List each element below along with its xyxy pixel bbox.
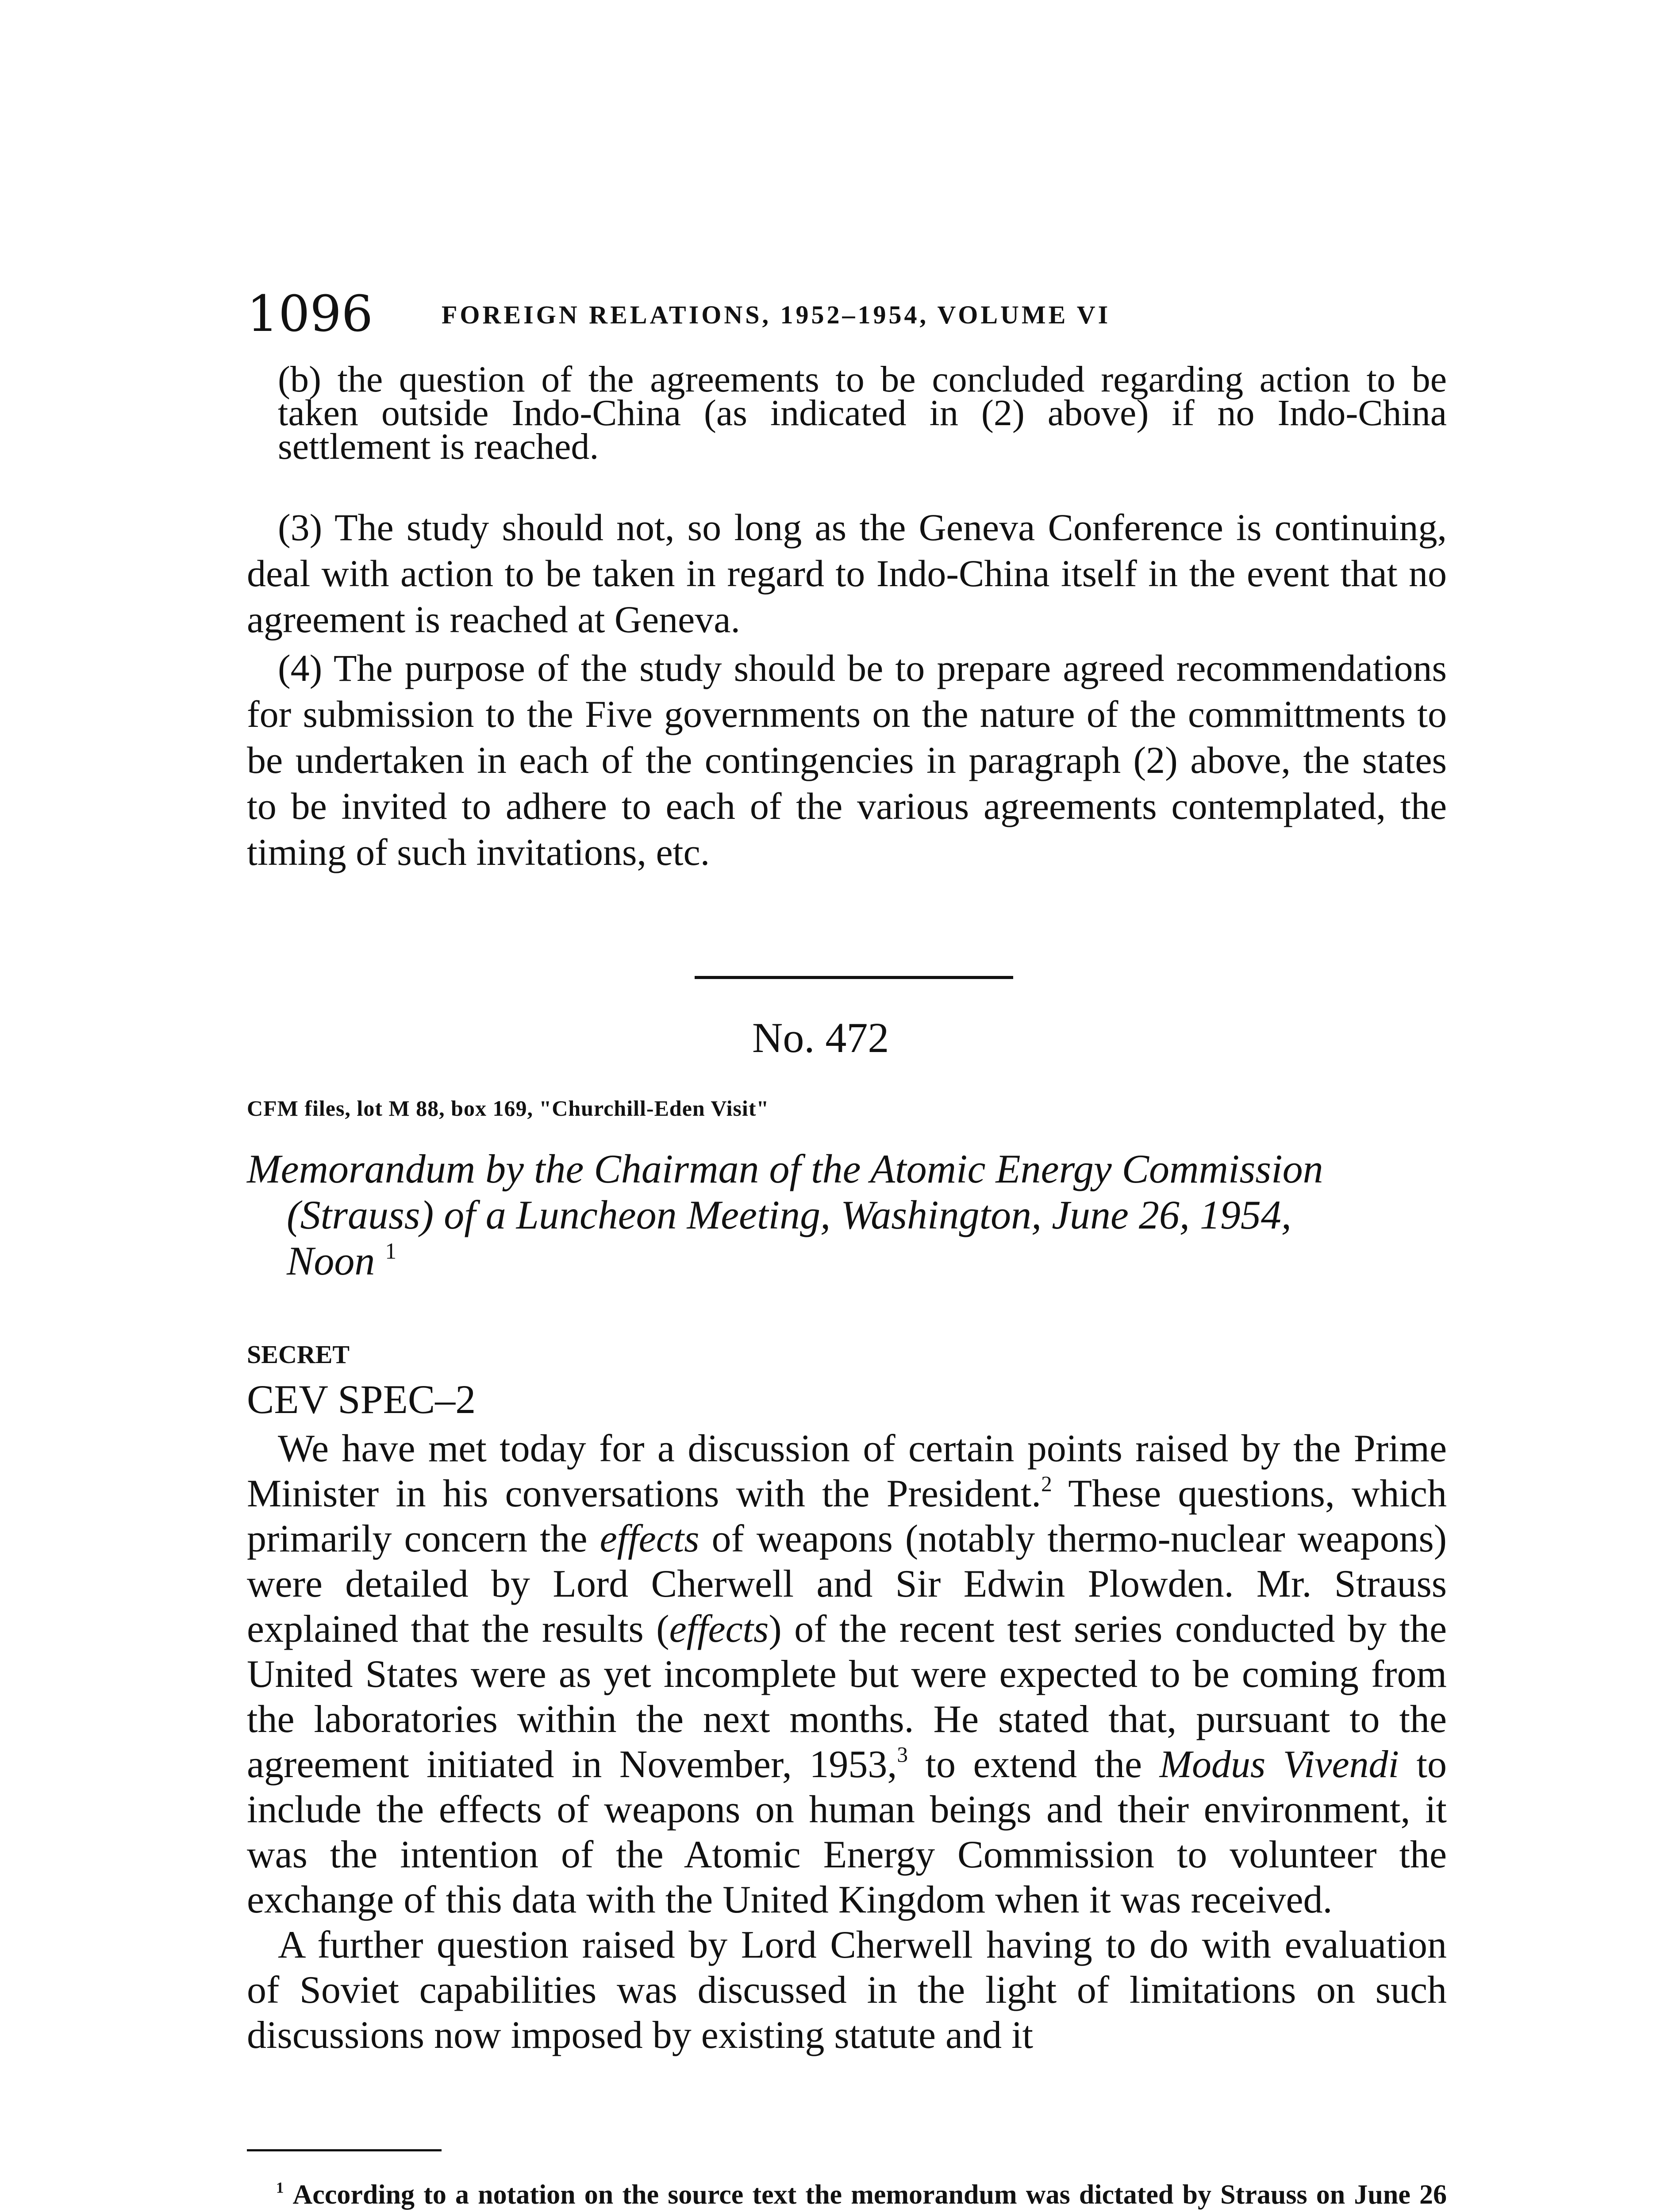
document-title-line-2: (Strauss) of a Luncheon Meeting, Washington, June 26, 1954,	[287, 1192, 1291, 1237]
footnote-1	[247, 2179, 1447, 2212]
document-title-line-1: Memorandum by the Chairman of the Atomic Energy Commission	[247, 1146, 1323, 1191]
footnote-ref-1: 1	[385, 1238, 397, 1264]
document-number: No. 472	[752, 1014, 889, 1061]
emphasis-effects: effects	[669, 1608, 769, 1651]
footnote-marker: 1	[276, 2179, 284, 2197]
footnotes	[247, 2179, 1447, 2212]
body-paragraph-2: A further question raised by Lord Cherwell having to do with evaluation of Soviet capabilities was discussed in the light of limitations on such discussions now imposed by existing statute and it	[247, 1924, 1447, 2057]
emphasis-modus-vivendi: Modus Vivendi	[1159, 1743, 1399, 1786]
source-note: CFM files, lot M 88, box 169, "Churchill-Eden Visit"	[247, 1096, 769, 1121]
memorandum-body	[247, 1426, 1447, 2058]
footnote-text: According to a notation on the source text the memorandum was dictated by Strauss on June 26	[292, 2180, 1447, 2210]
body-text: ) of the recent test series conducted by the United States were as yet incomplete but were expected to be coming from the laboratories within the next months. He stated that, pursuant to the agreement initiated in November, 1953,	[247, 1608, 1447, 1786]
page-number: 1096	[247, 285, 373, 343]
emphasis-effects: effects	[600, 1517, 699, 1560]
section-divider	[695, 976, 1013, 979]
paragraph-4-text: (4) The purpose of the study should be to prepare agreed recommendations for submission to the Five governments on the nature of the committments to be undertaken in each of the contingencies in paragraph (2) above, the states to be invited to adhere to each of the various agreements contemplated, the timing of such invitations, etc.	[247, 647, 1447, 873]
body-text: of weapons (notably thermo-nuclear weapons) were detailed by Lord Cherwell and Sir Edwin Plowden. Mr. Strauss explained that the results (	[247, 1517, 1447, 1651]
classification-label: SECRET	[247, 1340, 350, 1369]
document-title-line-3: Noon	[287, 1238, 375, 1283]
body-text: to extend the	[907, 1743, 1160, 1786]
body-text: These questions, which primarily concern the	[247, 1472, 1447, 1560]
paragraph-3-text: (3) The study should not, so long as the Geneva Conference is continuing, deal with action to be taken in regard to Indo-China itself in the event that no agreement is reached at Geneva.	[247, 506, 1447, 641]
paragraph-4	[247, 645, 1447, 875]
paragraph-3	[247, 504, 1447, 642]
document-code: CEV SPEC–2	[247, 1377, 476, 1422]
footnote-rule	[247, 2149, 442, 2151]
item-b-paragraph	[247, 359, 1447, 467]
footnote-ref-2: 2	[1041, 1471, 1052, 1496]
document-title	[247, 1146, 1441, 1284]
running-head	[247, 283, 1441, 345]
body-text: We have met today for a discussion of certain points raised by the Prime Minister in his conversations with the President.	[247, 1427, 1447, 1515]
body-paragraph-1	[247, 1426, 1447, 1923]
body-text: to include the effects of weapons on human beings and their environment, it was the intention of the Atomic Energy Commission to volunteer the exchange of this data with the United Kingdom when it was received.	[247, 1743, 1447, 1921]
footnote-ref-3: 3	[897, 1742, 908, 1767]
running-title: FOREIGN RELATIONS, 1952–1954, VOLUME VI	[442, 300, 1111, 329]
item-b-text: (b) the question of the agreements to be concluded regarding action to be taken outside Indo-China (as indicated in (2) above) if no Indo-China settlement is reached.	[278, 359, 1447, 467]
